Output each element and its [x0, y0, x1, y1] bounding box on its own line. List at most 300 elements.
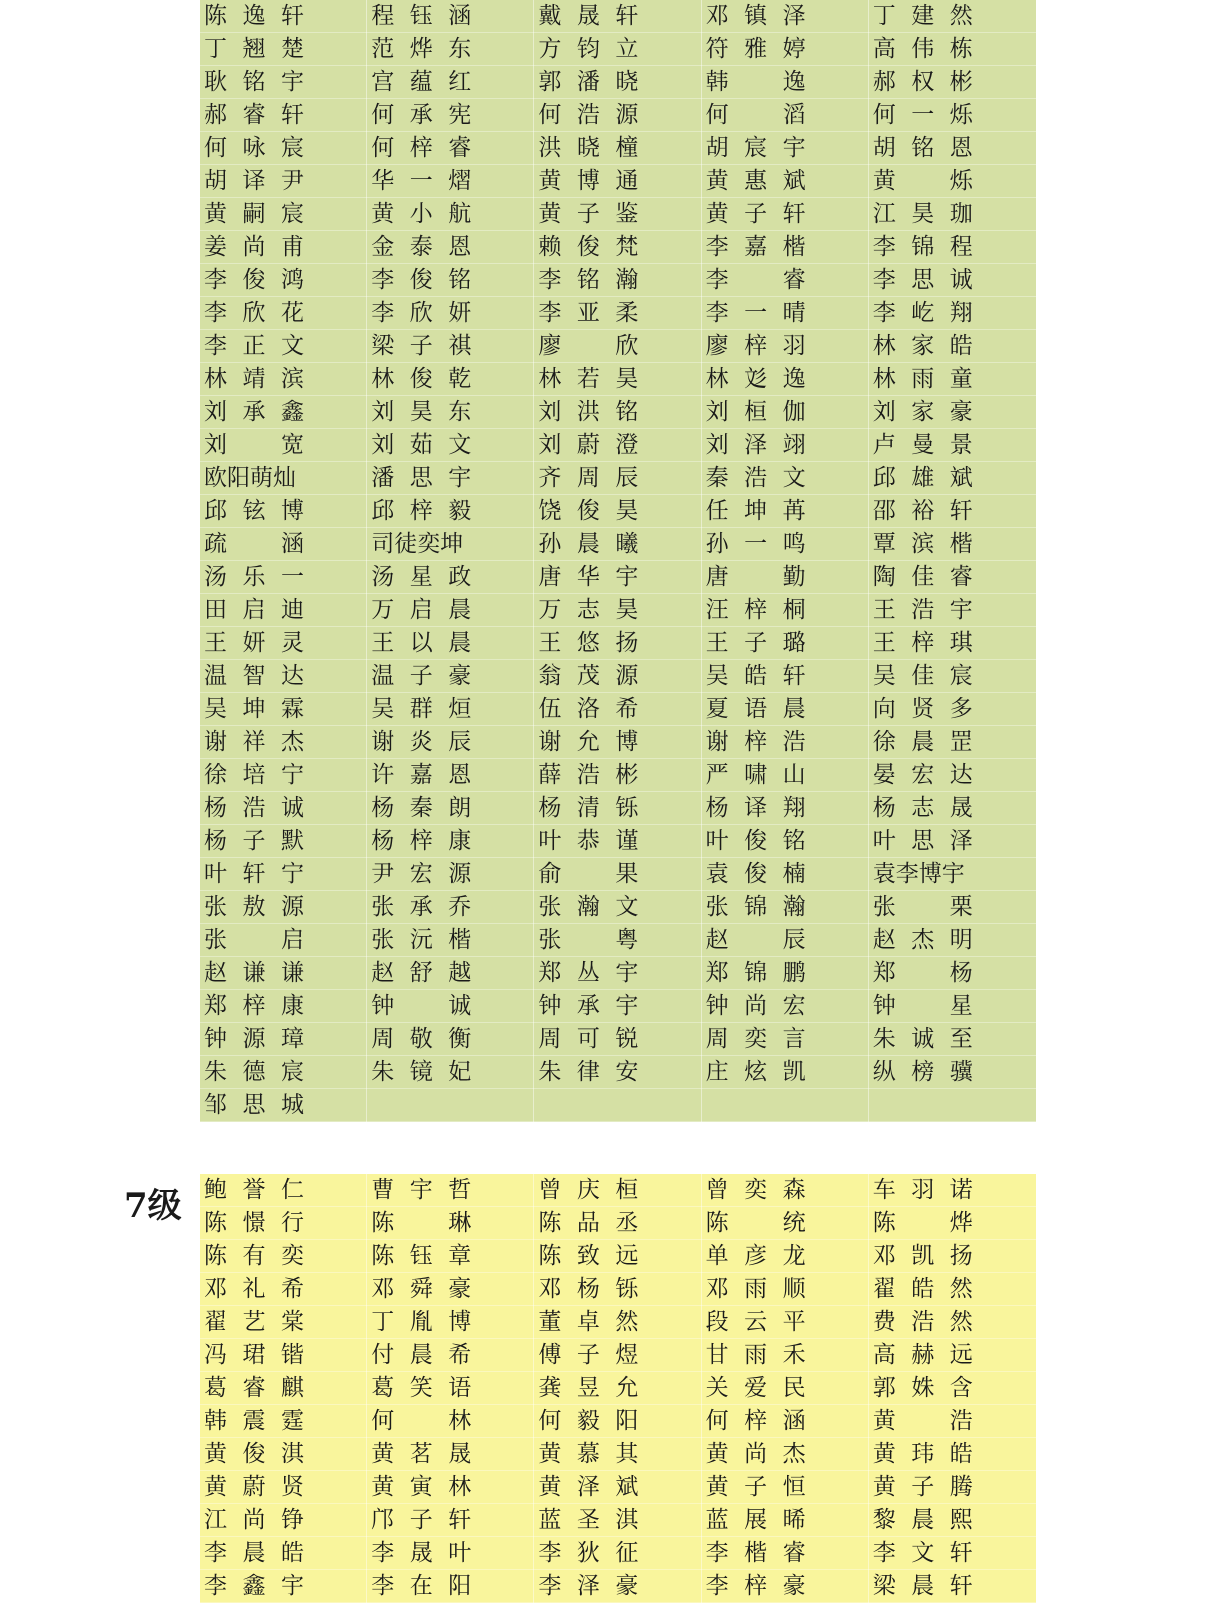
name-cell — [869, 1405, 1036, 1438]
student-name: 关 爱 民 — [705, 1375, 806, 1401]
name-row — [200, 1174, 1036, 1207]
name-cell — [702, 363, 869, 396]
student-name: 邓 杨 铄 — [538, 1276, 639, 1302]
student-name: 黄 嗣 宸 — [204, 201, 304, 227]
name-cell — [702, 1023, 869, 1056]
name-cell — [702, 132, 869, 165]
name-cell — [869, 891, 1036, 924]
name-cell — [702, 1273, 869, 1306]
student-name: 陈 钰 章 — [371, 1243, 472, 1269]
name-cell — [200, 693, 367, 726]
name-cell — [869, 1056, 1036, 1089]
student-name: 姜 尚 甫 — [204, 234, 304, 260]
student-name: 甘 雨 禾 — [705, 1342, 806, 1368]
name-cell — [869, 495, 1036, 528]
name-cell — [534, 396, 701, 429]
name-cell — [367, 627, 534, 660]
student-name: 李 嘉 楷 — [705, 234, 806, 260]
name-cell — [200, 1174, 367, 1207]
student-name: 李 屹 翔 — [872, 300, 973, 326]
student-name: 胡 铭 恩 — [872, 135, 973, 161]
name-cell — [702, 1240, 869, 1273]
student-name: 钟 源 璋 — [204, 1026, 304, 1052]
name-cell — [200, 165, 367, 198]
name-cell — [367, 1306, 534, 1339]
name-cell — [200, 891, 367, 924]
student-name: 黄 烁 — [872, 168, 973, 194]
student-name: 翟 艺 棠 — [204, 1309, 304, 1335]
name-cell — [200, 1240, 367, 1273]
student-name: 温 智 达 — [204, 663, 304, 689]
name-cell — [367, 825, 534, 858]
name-row — [200, 1372, 1036, 1405]
name-cell — [534, 759, 701, 792]
name-cell — [869, 1273, 1036, 1306]
name-cell — [869, 924, 1036, 957]
name-cell — [534, 33, 701, 66]
name-cell — [367, 726, 534, 759]
student-name: 李 欣 花 — [204, 300, 304, 326]
name-cell — [534, 660, 701, 693]
student-name: 杨 秦 朗 — [371, 795, 472, 821]
name-cell — [534, 264, 701, 297]
name-cell — [869, 792, 1036, 825]
name-cell — [367, 132, 534, 165]
name-cell — [702, 858, 869, 891]
name-row — [200, 891, 1036, 924]
name-cell — [367, 660, 534, 693]
name-cell — [200, 429, 367, 462]
name-cell — [702, 165, 869, 198]
name-cell — [534, 66, 701, 99]
name-cell — [534, 297, 701, 330]
name-row — [200, 297, 1036, 330]
student-name: 洪 晓 橦 — [538, 135, 639, 161]
student-name: 廖 欣 — [538, 333, 639, 359]
student-name: 刘 洪 铭 — [538, 399, 639, 425]
student-name: 何 林 — [371, 1408, 472, 1434]
student-name: 朱 律 安 — [538, 1059, 639, 1085]
name-cell — [534, 363, 701, 396]
student-name: 朱 镜 妃 — [371, 1059, 472, 1085]
student-name: 黄 子 恒 — [705, 1474, 806, 1500]
name-cell — [367, 429, 534, 462]
name-cell — [367, 1023, 534, 1056]
student-name: 张 启 — [204, 927, 304, 953]
student-name: 丁 建 然 — [872, 3, 973, 29]
name-row — [200, 1438, 1036, 1471]
name-cell — [534, 1240, 701, 1273]
student-name: 赵 舒 越 — [371, 960, 472, 986]
name-cell — [367, 1089, 534, 1122]
name-cell — [702, 627, 869, 660]
student-name: 王 梓 琪 — [872, 630, 973, 656]
name-cell — [534, 561, 701, 594]
student-name: 曾 奕 森 — [705, 1177, 806, 1203]
student-name: 郑 锦 鹏 — [705, 960, 806, 986]
name-cell — [367, 99, 534, 132]
name-cell — [367, 231, 534, 264]
name-cell — [702, 1471, 869, 1504]
name-cell — [702, 1570, 869, 1603]
name-cell — [534, 132, 701, 165]
name-cell — [534, 495, 701, 528]
student-name: 丁 翘 楚 — [204, 36, 304, 62]
name-cell — [200, 990, 367, 1023]
name-row — [200, 132, 1036, 165]
name-cell — [869, 1471, 1036, 1504]
name-cell — [200, 198, 367, 231]
name-cell — [534, 165, 701, 198]
student-name: 陈 憬 行 — [204, 1210, 304, 1236]
name-cell — [869, 396, 1036, 429]
name-cell — [869, 1207, 1036, 1240]
student-name: 袁 俊 楠 — [705, 861, 806, 887]
student-name: 吴 佳 宸 — [872, 663, 973, 689]
name-cell — [200, 231, 367, 264]
student-name: 徐 培 宁 — [204, 762, 304, 788]
name-cell — [534, 1273, 701, 1306]
name-cell — [367, 1438, 534, 1471]
name-cell — [367, 33, 534, 66]
student-name: 周 可 锐 — [538, 1026, 639, 1052]
student-name: 黄 慕 其 — [538, 1441, 639, 1467]
name-cell — [702, 759, 869, 792]
student-name: 邱 雄 斌 — [872, 465, 973, 491]
name-cell — [869, 1339, 1036, 1372]
student-name: 陈 品 丞 — [538, 1210, 639, 1236]
student-name: 林 俊 乾 — [371, 366, 472, 392]
name-cell — [869, 1504, 1036, 1537]
student-name: 钟 诚 — [371, 993, 472, 1019]
student-name: 张 敖 源 — [204, 894, 304, 920]
name-cell — [534, 792, 701, 825]
name-cell — [534, 462, 701, 495]
student-name: 杨 浩 诚 — [204, 795, 304, 821]
name-cell — [702, 297, 869, 330]
student-name: 郑 杨 — [872, 960, 973, 986]
name-cell — [702, 1174, 869, 1207]
student-name: 李 铭 瀚 — [538, 267, 639, 293]
student-name: 黄 子 腾 — [872, 1474, 973, 1500]
student-name: 饶 俊 昊 — [538, 498, 639, 524]
student-name: 叶 恭 谨 — [538, 828, 639, 854]
name-cell — [869, 330, 1036, 363]
name-cell — [869, 594, 1036, 627]
name-cell — [367, 66, 534, 99]
student-name: 欧 阳 萌 灿 — [204, 465, 296, 491]
student-name: 周 奕 言 — [705, 1026, 806, 1052]
student-name: 杨 梓 康 — [371, 828, 472, 854]
name-cell — [534, 627, 701, 660]
student-name: 万 志 昊 — [538, 597, 639, 623]
name-cell — [200, 1207, 367, 1240]
name-row — [200, 1570, 1036, 1603]
name-cell — [534, 957, 701, 990]
name-cell — [200, 792, 367, 825]
name-cell — [702, 66, 869, 99]
student-name: 林 家 皓 — [872, 333, 973, 359]
student-name: 黄 茗 晟 — [371, 1441, 472, 1467]
name-row — [200, 1056, 1036, 1089]
student-name: 何 滔 — [705, 102, 806, 128]
student-name: 邱 梓 毅 — [371, 498, 472, 524]
student-name: 秦 浩 文 — [705, 465, 806, 491]
name-row — [200, 33, 1036, 66]
student-name: 张 承 乔 — [371, 894, 472, 920]
name-row — [200, 264, 1036, 297]
name-row — [200, 957, 1036, 990]
student-name: 冯 珺 锴 — [204, 1342, 304, 1368]
name-cell — [702, 924, 869, 957]
name-cell — [869, 429, 1036, 462]
name-cell — [367, 891, 534, 924]
name-row — [200, 1306, 1036, 1339]
student-name: 邱 铉 博 — [204, 498, 304, 524]
student-name: 王 悠 扬 — [538, 630, 639, 656]
name-cell — [702, 1405, 869, 1438]
name-cell — [534, 891, 701, 924]
name-cell — [869, 198, 1036, 231]
name-cell — [200, 1273, 367, 1306]
student-name: 严 啸 山 — [705, 762, 806, 788]
name-cell — [200, 396, 367, 429]
name-row — [200, 1240, 1036, 1273]
name-cell — [534, 330, 701, 363]
name-cell — [869, 1174, 1036, 1207]
name-cell — [869, 1240, 1036, 1273]
student-name: 龚 昱 允 — [538, 1375, 639, 1401]
student-name: 郭 潘 晓 — [538, 69, 639, 95]
student-name: 郝 权 彬 — [872, 69, 973, 95]
student-name: 刘 桓 伽 — [705, 399, 806, 425]
student-name: 林 靖 滨 — [204, 366, 304, 392]
name-cell — [702, 726, 869, 759]
student-name: 陈 烨 — [872, 1210, 973, 1236]
name-cell — [200, 924, 367, 957]
student-name: 何 咏 宸 — [204, 135, 304, 161]
student-name: 王 子 璐 — [705, 630, 806, 656]
name-row — [200, 1207, 1036, 1240]
name-cell — [869, 99, 1036, 132]
name-cell — [200, 495, 367, 528]
student-name: 覃 滨 楷 — [872, 531, 973, 557]
student-name: 汤 星 政 — [371, 564, 472, 590]
name-cell — [534, 825, 701, 858]
student-name: 黄 玮 皓 — [872, 1441, 973, 1467]
name-cell — [367, 1471, 534, 1504]
student-name: 尹 宏 源 — [371, 861, 472, 887]
name-cell — [869, 660, 1036, 693]
name-row — [200, 660, 1036, 693]
student-name: 李 欣 妍 — [371, 300, 472, 326]
name-row — [200, 1089, 1036, 1122]
student-name: 黄 子 鉴 — [538, 201, 639, 227]
name-cell — [534, 1089, 701, 1122]
grade-7-name-grid — [200, 1174, 1036, 1603]
student-name: 晏 宏 达 — [872, 762, 973, 788]
student-name: 钟 尚 宏 — [705, 993, 806, 1019]
name-row — [200, 1471, 1036, 1504]
student-name: 翟 皓 然 — [872, 1276, 973, 1302]
student-name: 费 浩 然 — [872, 1309, 973, 1335]
name-cell — [200, 1471, 367, 1504]
name-row — [200, 363, 1036, 396]
student-name: 吴 坤 霖 — [204, 696, 304, 722]
name-cell — [869, 957, 1036, 990]
student-name: 张 栗 — [872, 894, 973, 920]
student-name: 蓝 圣 淇 — [538, 1507, 639, 1533]
name-cell — [200, 330, 367, 363]
student-name: 邹 思 城 — [204, 1092, 304, 1118]
student-name: 钟 星 — [872, 993, 973, 1019]
name-row — [200, 1537, 1036, 1570]
name-cell — [869, 858, 1036, 891]
student-name: 何 毅 阳 — [538, 1408, 639, 1434]
name-cell — [702, 1339, 869, 1372]
name-cell — [534, 99, 701, 132]
student-name: 张 粤 — [538, 927, 639, 953]
student-name: 杨 清 铄 — [538, 795, 639, 821]
student-name: 周 敬 衡 — [371, 1026, 472, 1052]
name-cell — [367, 858, 534, 891]
student-name: 黄 蔚 贤 — [204, 1474, 304, 1500]
name-cell — [534, 1023, 701, 1056]
name-row — [200, 825, 1036, 858]
name-row — [200, 66, 1036, 99]
name-cell — [534, 693, 701, 726]
name-row — [200, 99, 1036, 132]
student-name: 华 一 熠 — [371, 168, 472, 194]
student-name: 李 亚 柔 — [538, 300, 639, 326]
name-cell — [534, 1174, 701, 1207]
student-name: 钟 承 宇 — [538, 993, 639, 1019]
student-name: 何 梓 涵 — [705, 1408, 806, 1434]
name-cell — [869, 726, 1036, 759]
name-cell — [367, 495, 534, 528]
name-cell — [367, 462, 534, 495]
name-cell — [534, 1306, 701, 1339]
name-cell — [200, 1504, 367, 1537]
name-cell — [534, 1471, 701, 1504]
name-cell — [702, 1207, 869, 1240]
name-cell — [367, 165, 534, 198]
name-cell — [869, 1570, 1036, 1603]
student-name: 车 羽 诺 — [872, 1177, 973, 1203]
name-cell — [200, 0, 367, 33]
name-row — [200, 726, 1036, 759]
name-cell — [367, 1207, 534, 1240]
student-name: 韩 逸 — [705, 69, 806, 95]
name-cell — [869, 0, 1036, 33]
name-row — [200, 759, 1036, 792]
name-cell — [534, 1570, 701, 1603]
name-cell — [367, 594, 534, 627]
name-cell — [869, 165, 1036, 198]
student-name: 陈 琳 — [371, 1210, 472, 1236]
name-cell — [534, 858, 701, 891]
student-name: 黄 子 轩 — [705, 201, 806, 227]
student-name: 丁 胤 博 — [371, 1309, 472, 1335]
name-cell — [869, 363, 1036, 396]
name-cell — [200, 363, 367, 396]
student-name: 何 梓 睿 — [371, 135, 472, 161]
student-name: 何 一 烁 — [872, 102, 973, 128]
student-name: 伍 洛 希 — [538, 696, 639, 722]
student-name: 谢 允 博 — [538, 729, 639, 755]
name-cell — [200, 1438, 367, 1471]
name-cell — [534, 726, 701, 759]
student-name: 唐 勤 — [705, 564, 806, 590]
student-name: 汤 乐 一 — [204, 564, 304, 590]
student-name: 张 锦 瀚 — [705, 894, 806, 920]
name-cell — [367, 1240, 534, 1273]
student-name: 邓 凯 扬 — [872, 1243, 973, 1269]
name-cell — [869, 132, 1036, 165]
student-name: 宫 蕴 红 — [371, 69, 472, 95]
student-name: 郑 丛 宇 — [538, 960, 639, 986]
name-cell — [367, 792, 534, 825]
student-name: 黄 博 通 — [538, 168, 639, 194]
name-cell — [367, 198, 534, 231]
student-name: 黄 惠 斌 — [705, 168, 806, 194]
student-name: 韩 震 霆 — [204, 1408, 304, 1434]
name-cell — [534, 198, 701, 231]
name-cell — [702, 528, 869, 561]
student-name: 梁 晨 轩 — [872, 1573, 973, 1599]
student-name: 赵 杰 明 — [872, 927, 973, 953]
name-cell — [534, 990, 701, 1023]
student-name: 杨 子 默 — [204, 828, 304, 854]
student-name: 何 浩 源 — [538, 102, 639, 128]
student-name: 温 子 豪 — [371, 663, 472, 689]
name-cell — [869, 759, 1036, 792]
student-name: 邓 礼 希 — [204, 1276, 304, 1302]
student-name: 邝 子 轩 — [371, 1507, 472, 1533]
name-cell — [869, 33, 1036, 66]
name-row — [200, 231, 1036, 264]
name-row — [200, 693, 1036, 726]
student-name: 齐 周 辰 — [538, 465, 639, 491]
student-name: 葛 睿 麒 — [204, 1375, 304, 1401]
name-cell — [534, 1339, 701, 1372]
student-name: 李 在 阳 — [371, 1573, 472, 1599]
name-row — [200, 990, 1036, 1023]
name-cell — [702, 330, 869, 363]
student-name: 黄 尚 杰 — [705, 1441, 806, 1467]
student-name: 林 雨 童 — [872, 366, 973, 392]
name-cell — [200, 726, 367, 759]
name-cell — [702, 792, 869, 825]
student-name: 黄 寅 林 — [371, 1474, 472, 1500]
student-name: 刘 承 鑫 — [204, 399, 304, 425]
student-name: 吴 皓 轩 — [705, 663, 806, 689]
name-row — [200, 0, 1036, 33]
student-name: 赖 俊 梵 — [538, 234, 639, 260]
student-name: 唐 华 宇 — [538, 564, 639, 590]
student-name: 司 徒 奕 坤 — [371, 531, 464, 557]
student-name: 黄 浩 — [872, 1408, 973, 1434]
student-name: 潘 思 宇 — [371, 465, 472, 491]
name-cell — [367, 1570, 534, 1603]
student-name: 李 锦 程 — [872, 234, 973, 260]
student-name: 李 正 文 — [204, 333, 304, 359]
name-cell — [869, 264, 1036, 297]
name-cell — [702, 1306, 869, 1339]
student-name: 金 泰 恩 — [371, 234, 472, 260]
student-name: 李 鑫 宇 — [204, 1573, 304, 1599]
student-name: 范 烨 东 — [371, 36, 472, 62]
